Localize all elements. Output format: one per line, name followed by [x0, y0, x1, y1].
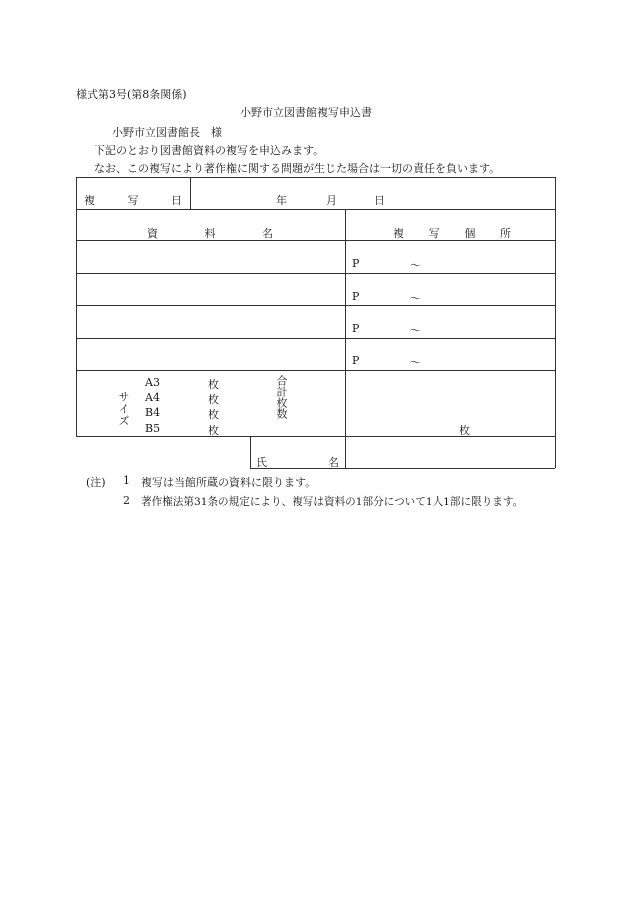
range-mark: 〜	[410, 292, 421, 305]
table-line	[345, 209, 346, 468]
material-name-field-2[interactable]	[78, 275, 343, 304]
size-count-a3[interactable]	[168, 374, 204, 388]
page-prefix: P	[352, 322, 360, 335]
material-name-header: 資 料 名	[147, 227, 273, 240]
table-line	[76, 338, 555, 339]
material-name-field-3[interactable]	[78, 307, 343, 336]
page-prefix: P	[352, 290, 360, 303]
table-line	[76, 436, 555, 437]
table-border-top	[76, 177, 555, 178]
material-name-field-4[interactable]	[78, 340, 343, 369]
table-line	[190, 177, 191, 209]
page-title: 小野市立図書館複写申込書	[240, 106, 372, 119]
page-prefix: P	[352, 354, 360, 367]
size-unit: 枚	[208, 408, 219, 421]
total-sheets-label: 合計枚数	[275, 375, 288, 419]
addressee: 小野市立図書館長 様	[112, 126, 222, 139]
table-line	[250, 436, 251, 468]
table-line	[76, 305, 555, 306]
note-number: 2	[123, 494, 130, 507]
year-unit: 年	[276, 194, 287, 207]
form-number: 様式第3号(第8条関係)	[76, 88, 187, 101]
size-unit: 枚	[208, 378, 219, 391]
range-mark: 〜	[410, 324, 421, 337]
range-mark: 〜	[410, 259, 421, 272]
material-name-field-1[interactable]	[78, 242, 343, 271]
size-name: B4	[145, 406, 161, 419]
table-line	[76, 273, 555, 274]
note-text: 複写は当館所蔵の資料に限ります。	[141, 476, 317, 489]
copy-location-field-1[interactable]	[362, 242, 552, 271]
size-unit: 枚	[208, 393, 219, 406]
size-unit: 枚	[208, 424, 219, 437]
size-count-b4[interactable]	[168, 404, 204, 418]
size-name: A4	[145, 391, 160, 404]
total-unit: 枚	[459, 424, 470, 437]
copy-location-field-3[interactable]	[362, 307, 552, 336]
copy-location-field-2[interactable]	[362, 275, 552, 304]
copy-location-header: 複 写 個 所	[393, 227, 511, 240]
copy-date-field[interactable]	[200, 180, 550, 207]
day-unit: 日	[374, 194, 385, 207]
table-border-left	[76, 177, 77, 436]
table-line	[76, 209, 555, 210]
copy-location-field-4[interactable]	[362, 340, 552, 369]
name-field[interactable]	[350, 439, 550, 466]
note-text: 著作権法第31条の規定により、複写は資料の1部分について1人1部に限ります。	[141, 496, 524, 508]
intro-line-1: 下記のとおり図書館資料の複写を申込みます。	[94, 144, 325, 157]
size-count-b5[interactable]	[168, 420, 204, 434]
table-border-right	[555, 177, 556, 468]
size-name: A3	[145, 376, 160, 389]
size-count-a4[interactable]	[168, 389, 204, 403]
size-label: サイズ	[117, 391, 130, 427]
month-unit: 月	[326, 194, 337, 207]
total-sheets-field[interactable]	[362, 374, 542, 434]
note-number: 1	[123, 474, 130, 487]
copy-date-label: 複 写 日	[84, 194, 182, 207]
notes-prefix: (注)	[86, 476, 106, 489]
range-mark: 〜	[410, 356, 421, 369]
size-name: B5	[145, 422, 161, 435]
table-line	[76, 370, 555, 371]
page-prefix: P	[352, 257, 360, 270]
intro-line-2: なお、この複写により著作権に関する問題が生じた場合は一切の責任を負います。	[94, 162, 501, 175]
name-label: 氏 名	[256, 456, 339, 469]
